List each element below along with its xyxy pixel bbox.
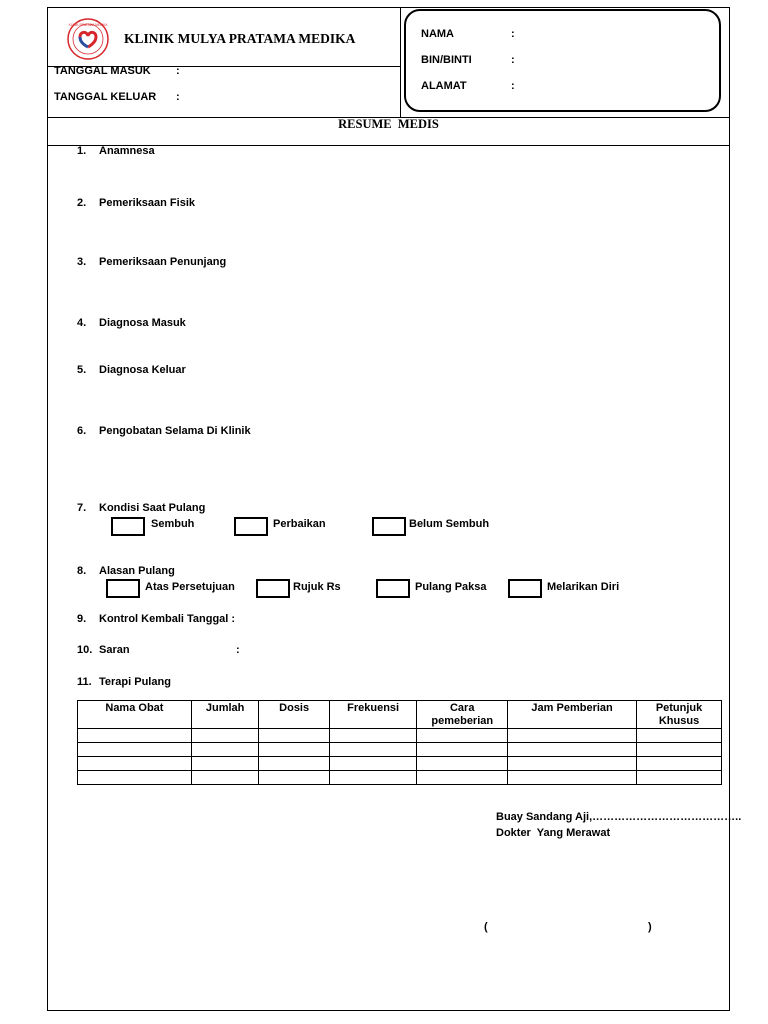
table-cell[interactable] bbox=[637, 757, 722, 771]
table-row bbox=[78, 729, 722, 743]
table-cell[interactable] bbox=[78, 757, 192, 771]
page-title: RESUME MEDIS bbox=[338, 117, 439, 131]
table-cell[interactable] bbox=[78, 743, 192, 757]
tanggal-keluar-label: TANGGAL KELUAR bbox=[54, 91, 157, 103]
section-5-number: 5. bbox=[77, 364, 87, 376]
section-11-label: Terapi Pulang bbox=[99, 676, 171, 688]
column-header: Cara pemeberian bbox=[417, 701, 508, 729]
checkbox-sembuh[interactable] bbox=[111, 517, 145, 536]
signature-place-date: Buay Sandang Aji,………………………………….. bbox=[496, 811, 742, 823]
section-6-number: 6. bbox=[77, 425, 87, 437]
table-cell[interactable] bbox=[259, 757, 329, 771]
section-11-number: 11. bbox=[77, 676, 92, 688]
section-1-number: 1. bbox=[77, 145, 87, 157]
checkbox-rujuk-rs[interactable] bbox=[256, 579, 290, 598]
table-cell[interactable] bbox=[78, 771, 192, 785]
section-4-number: 4. bbox=[77, 317, 87, 329]
table-cell[interactable] bbox=[329, 771, 417, 785]
signature-role: Dokter Yang Merawat bbox=[496, 827, 611, 839]
section-7-number: 7. bbox=[77, 502, 87, 514]
table-row bbox=[78, 743, 722, 757]
table-cell[interactable] bbox=[508, 757, 637, 771]
option-sembuh-label: Sembuh bbox=[151, 518, 195, 530]
table-cell[interactable] bbox=[508, 729, 637, 743]
table-cell[interactable] bbox=[329, 729, 417, 743]
clinic-logo bbox=[66, 17, 110, 61]
section-10-number: 10. bbox=[77, 644, 93, 656]
table-header-row bbox=[78, 701, 722, 729]
table-cell[interactable] bbox=[637, 771, 722, 785]
section-10-label: Saran bbox=[99, 644, 130, 656]
saran-colon: : bbox=[236, 644, 240, 656]
option-perbaikan-label: Perbaikan bbox=[273, 518, 326, 530]
table-cell[interactable] bbox=[508, 771, 637, 785]
checkbox-pulang-paksa[interactable] bbox=[376, 579, 410, 598]
table-cell[interactable] bbox=[329, 743, 417, 757]
column-header: Jam Pemberian bbox=[508, 701, 637, 729]
svg-text:KLINIK PRATAMA MEDIKA: KLINIK PRATAMA MEDIKA bbox=[68, 23, 108, 27]
section-5-label: Diagnosa Keluar bbox=[99, 364, 186, 376]
nama-label: NAMA bbox=[421, 28, 454, 40]
section-1-label: Anamnesa bbox=[99, 145, 155, 157]
table-cell[interactable] bbox=[508, 743, 637, 757]
column-header: Frekuensi bbox=[329, 701, 417, 729]
tanggal-masuk-label: TANGGAL MASUK bbox=[54, 65, 151, 77]
checkbox-atas-persetujuan[interactable] bbox=[106, 579, 140, 598]
section-8-label: Alasan Pulang bbox=[99, 565, 175, 577]
table-cell[interactable] bbox=[329, 757, 417, 771]
section-2-number: 2. bbox=[77, 197, 87, 209]
checkbox-melarikan-diri[interactable] bbox=[508, 579, 542, 598]
clinic-name: KLINIK MULYA PRATAMA MEDIKA bbox=[124, 31, 356, 46]
table-cell[interactable] bbox=[259, 729, 329, 743]
signature-open-paren: ( bbox=[484, 921, 488, 933]
alamat-label: ALAMAT bbox=[421, 80, 467, 92]
alamat-colon: : bbox=[511, 80, 515, 92]
section-9-label: Kontrol Kembali Tanggal : bbox=[99, 613, 236, 625]
table-cell[interactable] bbox=[417, 729, 508, 743]
column-header: Nama Obat bbox=[78, 701, 192, 729]
bin-binti-colon: : bbox=[511, 54, 515, 66]
table-row bbox=[78, 771, 722, 785]
checkbox-perbaikan[interactable] bbox=[234, 517, 268, 536]
option-pulang-paksa-label: Pulang Paksa bbox=[415, 581, 487, 593]
section-3-label: Pemeriksaan Penunjang bbox=[99, 256, 227, 268]
section-3-number: 3. bbox=[77, 256, 87, 268]
option-atas-persetujuan-label: Atas Persetujuan bbox=[145, 581, 235, 593]
table-cell[interactable] bbox=[637, 729, 722, 743]
table-cell[interactable] bbox=[637, 743, 722, 757]
table-cell[interactable] bbox=[417, 757, 508, 771]
option-melarikan-diri-label: Melarikan Diri bbox=[547, 581, 620, 593]
column-header: Jumlah bbox=[191, 701, 259, 729]
header-divider-vertical bbox=[400, 7, 401, 117]
table-cell[interactable] bbox=[191, 771, 259, 785]
table-cell[interactable] bbox=[78, 729, 192, 743]
tanggal-masuk-colon: : bbox=[176, 65, 180, 77]
tanggal-keluar-colon: : bbox=[176, 91, 180, 103]
table-cell[interactable] bbox=[417, 771, 508, 785]
column-header: Petunjuk Khusus bbox=[637, 701, 722, 729]
section-8-number: 8. bbox=[77, 565, 87, 577]
section-4-label: Diagnosa Masuk bbox=[99, 317, 186, 329]
section-2-label: Pemeriksaan Fisik bbox=[99, 197, 196, 209]
bin-binti-label: BIN/BINTI bbox=[421, 54, 472, 66]
checkbox-belum-sembuh[interactable] bbox=[372, 517, 406, 536]
table-row bbox=[78, 757, 722, 771]
section-9-number: 9. bbox=[77, 613, 87, 625]
table-cell[interactable] bbox=[259, 771, 329, 785]
table-cell[interactable] bbox=[191, 729, 259, 743]
section-7-label: Kondisi Saat Pulang bbox=[99, 502, 206, 514]
column-header: Dosis bbox=[259, 701, 329, 729]
signature-close-paren: ) bbox=[648, 921, 652, 933]
option-belum-sembuh-label: Belum Sembuh bbox=[409, 518, 490, 530]
terapi-pulang-table bbox=[77, 700, 722, 785]
section-6-label: Pengobatan Selama Di Klinik bbox=[99, 425, 251, 437]
nama-colon: : bbox=[511, 28, 515, 40]
table-cell[interactable] bbox=[417, 743, 508, 757]
table-cell[interactable] bbox=[191, 743, 259, 757]
table-cell[interactable] bbox=[191, 757, 259, 771]
table-cell[interactable] bbox=[259, 743, 329, 757]
option-rujuk-rs-label: Rujuk Rs bbox=[293, 581, 341, 593]
